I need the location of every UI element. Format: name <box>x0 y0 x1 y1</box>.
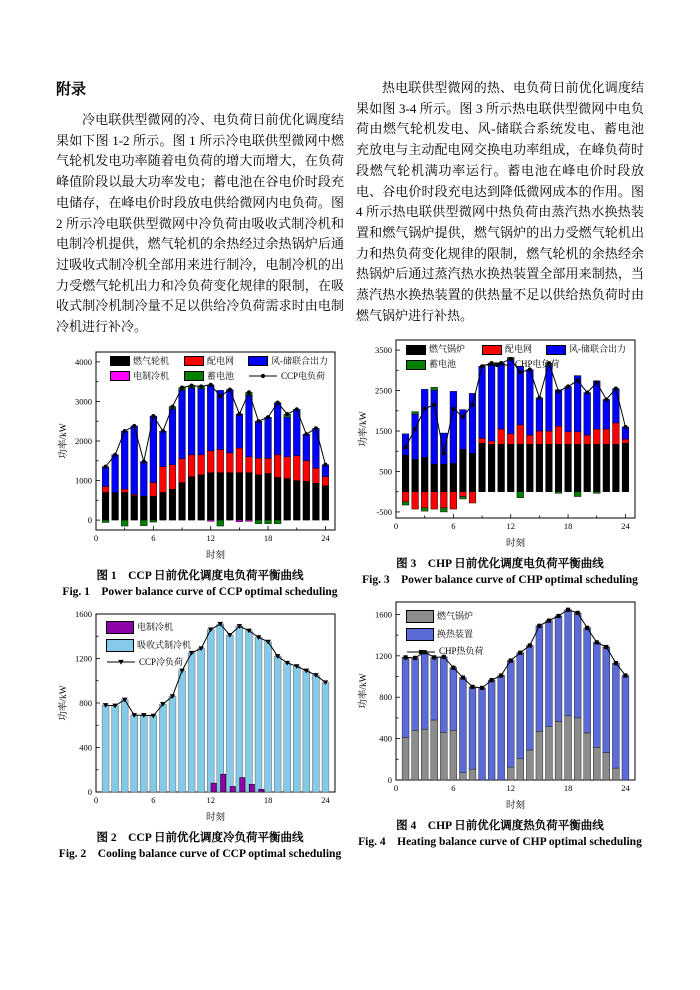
legend-item <box>184 371 246 382</box>
legend-label: 电制冷机 <box>133 370 170 381</box>
svg-text:功率/kW: 功率/kW <box>59 685 69 721</box>
figure-1-chart <box>56 347 344 563</box>
svg-text:1500: 1500 <box>375 426 392 437</box>
figure-1-caption-zh: 图 1 CCP 日前优化调度电负荷平衡曲线 <box>96 569 304 582</box>
legend-label: 燃气轮机 <box>133 355 170 366</box>
legend-label: 配电网 <box>505 344 533 355</box>
chart-legend <box>406 344 638 370</box>
svg-text:1600: 1600 <box>375 609 392 620</box>
legend-color-swatch <box>546 345 566 355</box>
left-column <box>56 78 344 862</box>
legend-color-swatch <box>184 371 204 381</box>
legend-item <box>248 356 340 367</box>
figure-4-caption-en: Fig. 4 Heating balance curve of CHP optimal scheduling <box>358 836 642 849</box>
legend-line-swatch <box>248 371 278 381</box>
svg-text:6: 6 <box>451 783 456 794</box>
svg-text:时刻: 时刻 <box>505 539 526 550</box>
legend-item <box>406 628 484 641</box>
svg-text:12: 12 <box>206 794 215 805</box>
legend-item <box>110 371 182 382</box>
legend-item <box>482 359 560 370</box>
svg-text:18: 18 <box>263 794 273 805</box>
svg-text:6: 6 <box>151 794 156 805</box>
legend-label: 吸收式制冷机 <box>137 639 192 650</box>
appendix-title: 附录 <box>56 82 87 98</box>
svg-text:4000: 4000 <box>75 356 92 367</box>
svg-text:18: 18 <box>563 521 573 532</box>
svg-text:0: 0 <box>393 521 399 532</box>
svg-text:12: 12 <box>506 783 515 794</box>
svg-text:3500: 3500 <box>375 345 392 356</box>
svg-text:时刻: 时刻 <box>205 550 226 561</box>
legend-line-swatch <box>482 360 512 370</box>
svg-text:800: 800 <box>379 692 392 703</box>
svg-text:功率/kW: 功率/kW <box>359 411 369 448</box>
legend-label: 风-储联合出力 <box>569 344 626 355</box>
legend-color-swatch <box>106 639 134 652</box>
legend-color-swatch <box>406 628 434 641</box>
svg-text:400: 400 <box>79 742 92 753</box>
right-column <box>356 78 644 862</box>
svg-text:24: 24 <box>321 794 330 805</box>
legend-label: 换热装置 <box>437 629 474 640</box>
legend-label: CHP电负荷 <box>515 359 560 370</box>
svg-text:800: 800 <box>79 697 92 708</box>
svg-text:12: 12 <box>506 521 515 532</box>
left-paragraph: 冷电联供型微网的冷、电负荷日前优化调度结果如下图 1-2 所示。图 1 所示冷电联供型微网中燃气轮机发电功率随着电负荷的增大而增大，在负荷峰值阶段以最大功率发电；蓄电池在谷电价时段充电储存，在峰电价时段放电供给微网内电负荷。图 2 所示冷电联供型微网中冷负荷由吸收式制冷机和电制冷机提供，燃气轮机的余热经过余热锅炉后通过吸收式制冷机全部用来进行制冷，电制冷机的出力受燃气轮机出力和冷负荷变化规律的限制，在吸收式制冷机制冷量不足以供给冷负荷需求时由电制冷机进行补冷。 <box>56 112 344 335</box>
svg-text:12: 12 <box>206 532 215 543</box>
legend-label: 燃气锅炉 <box>429 344 466 355</box>
right-paragraph: 热电联供型微网的热、电负荷日前优化调度结果如图 3-4 所示。图 3 所示热电联供型微网中电负荷由燃气轮机发电、风-储联合系统发电、蓄电池充放电与主动配电网交换电功率组成，在峰负荷时段燃气轮机满功率运行。蓄电池在峰电价时段放电、谷电价时段充电达到降低微网成本的作用。图 4 所示热电联供型微网中热负荷由蒸汽热水换热装置和燃气锅炉提供，燃气锅炉的出力受燃气轮机出力和热负荷变化规律的限制，燃气轮机的余热经余热锅炉后通过蒸汽热水换热装置全部用来制热，当蒸汽热水换热装置的供热量不足以供给热负荷时由燃气锅炉进行补热。 <box>356 80 644 323</box>
svg-text:1200: 1200 <box>75 653 92 664</box>
legend-color-swatch <box>406 360 426 370</box>
legend-line-swatch <box>106 657 136 667</box>
legend-item <box>106 639 191 652</box>
chart-plot <box>356 597 644 813</box>
figure-2-caption-zh: 图 2 CCP 日前优化调度冷负荷平衡曲线 <box>96 831 304 844</box>
legend-color-swatch <box>106 621 134 634</box>
legend-item <box>106 621 191 634</box>
svg-text:-500: -500 <box>376 507 392 518</box>
svg-text:0: 0 <box>387 775 392 786</box>
svg-text:24: 24 <box>621 783 630 794</box>
legend-item <box>110 356 182 367</box>
svg-text:0: 0 <box>87 514 92 525</box>
legend-item <box>406 344 480 355</box>
legend-color-swatch <box>482 345 502 355</box>
figure-4-caption-zh: 图 4 CHP 日前优化调度热负荷平衡曲线 <box>396 820 604 833</box>
chart-plot <box>56 609 344 825</box>
figure-4-chart <box>356 597 644 813</box>
legend-color-swatch <box>406 345 426 355</box>
figure-2-chart <box>56 609 344 825</box>
svg-text:500: 500 <box>379 466 392 477</box>
svg-text:3000: 3000 <box>75 396 92 407</box>
legend-item <box>106 657 191 668</box>
figure-4 <box>356 597 644 850</box>
figure-2-caption-en: Fig. 2 Cooling balance curve of CCP optimal scheduling <box>58 847 342 860</box>
legend-label: 蓄电池 <box>207 370 235 381</box>
legend-color-swatch <box>110 356 130 366</box>
svg-text:时刻: 时刻 <box>205 812 226 823</box>
legend-item <box>184 356 246 367</box>
figure-3-caption-zh: 图 3 CHP 日前优化调度电负荷平衡曲线 <box>396 558 604 571</box>
svg-text:2000: 2000 <box>75 435 92 446</box>
legend-label: 电制冷机 <box>137 621 174 632</box>
svg-text:18: 18 <box>563 783 573 794</box>
legend-line-swatch <box>406 647 436 657</box>
svg-text:功率/kW: 功率/kW <box>359 673 369 710</box>
figure-3 <box>356 335 644 588</box>
chart-legend <box>406 610 484 657</box>
legend-item <box>406 610 484 623</box>
legend-item <box>248 371 340 382</box>
legend-color-swatch <box>248 356 268 366</box>
svg-text:18: 18 <box>263 532 273 543</box>
svg-text:2500: 2500 <box>375 386 392 397</box>
svg-text:1000: 1000 <box>75 475 92 486</box>
svg-text:1200: 1200 <box>375 651 392 662</box>
figure-3-caption-en: Fig. 3 Power balance curve of CHP optimal scheduling <box>362 574 638 587</box>
legend-item <box>406 359 480 370</box>
svg-text:0: 0 <box>93 794 99 805</box>
legend-color-swatch <box>184 356 204 366</box>
legend-label: 蓄电池 <box>429 359 457 370</box>
legend-label: CCP冷负荷 <box>139 656 184 667</box>
figure-1-caption-en: Fig. 1 Power balance curve of CCP optimal scheduling <box>62 585 338 598</box>
svg-text:0: 0 <box>93 532 99 543</box>
legend-label: CCP电负荷 <box>281 370 326 381</box>
legend-item <box>482 344 544 355</box>
chart-legend <box>106 621 191 668</box>
svg-text:0: 0 <box>393 783 399 794</box>
svg-text:24: 24 <box>321 532 330 543</box>
legend-item <box>546 344 638 355</box>
legend-label: 配电网 <box>207 355 235 366</box>
two-column-layout <box>56 78 644 862</box>
svg-text:0: 0 <box>87 786 92 797</box>
svg-text:1600: 1600 <box>75 608 92 619</box>
svg-text:6: 6 <box>151 532 156 543</box>
chart-legend <box>110 356 340 382</box>
svg-text:时刻: 时刻 <box>505 801 526 812</box>
legend-color-swatch <box>406 610 434 623</box>
legend-label: CHP热负荷 <box>439 646 484 657</box>
legend-color-swatch <box>110 371 130 381</box>
svg-text:24: 24 <box>621 521 630 532</box>
figure-3-chart <box>356 335 644 551</box>
figure-1 <box>56 347 344 600</box>
legend-label: 风-储联合出力 <box>271 355 328 366</box>
svg-text:功率/kW: 功率/kW <box>59 423 69 459</box>
figure-2 <box>56 609 344 862</box>
svg-text:6: 6 <box>451 521 456 532</box>
svg-text:400: 400 <box>379 734 392 745</box>
legend-label: 燃气锅炉 <box>437 611 474 622</box>
legend-item <box>406 646 484 657</box>
